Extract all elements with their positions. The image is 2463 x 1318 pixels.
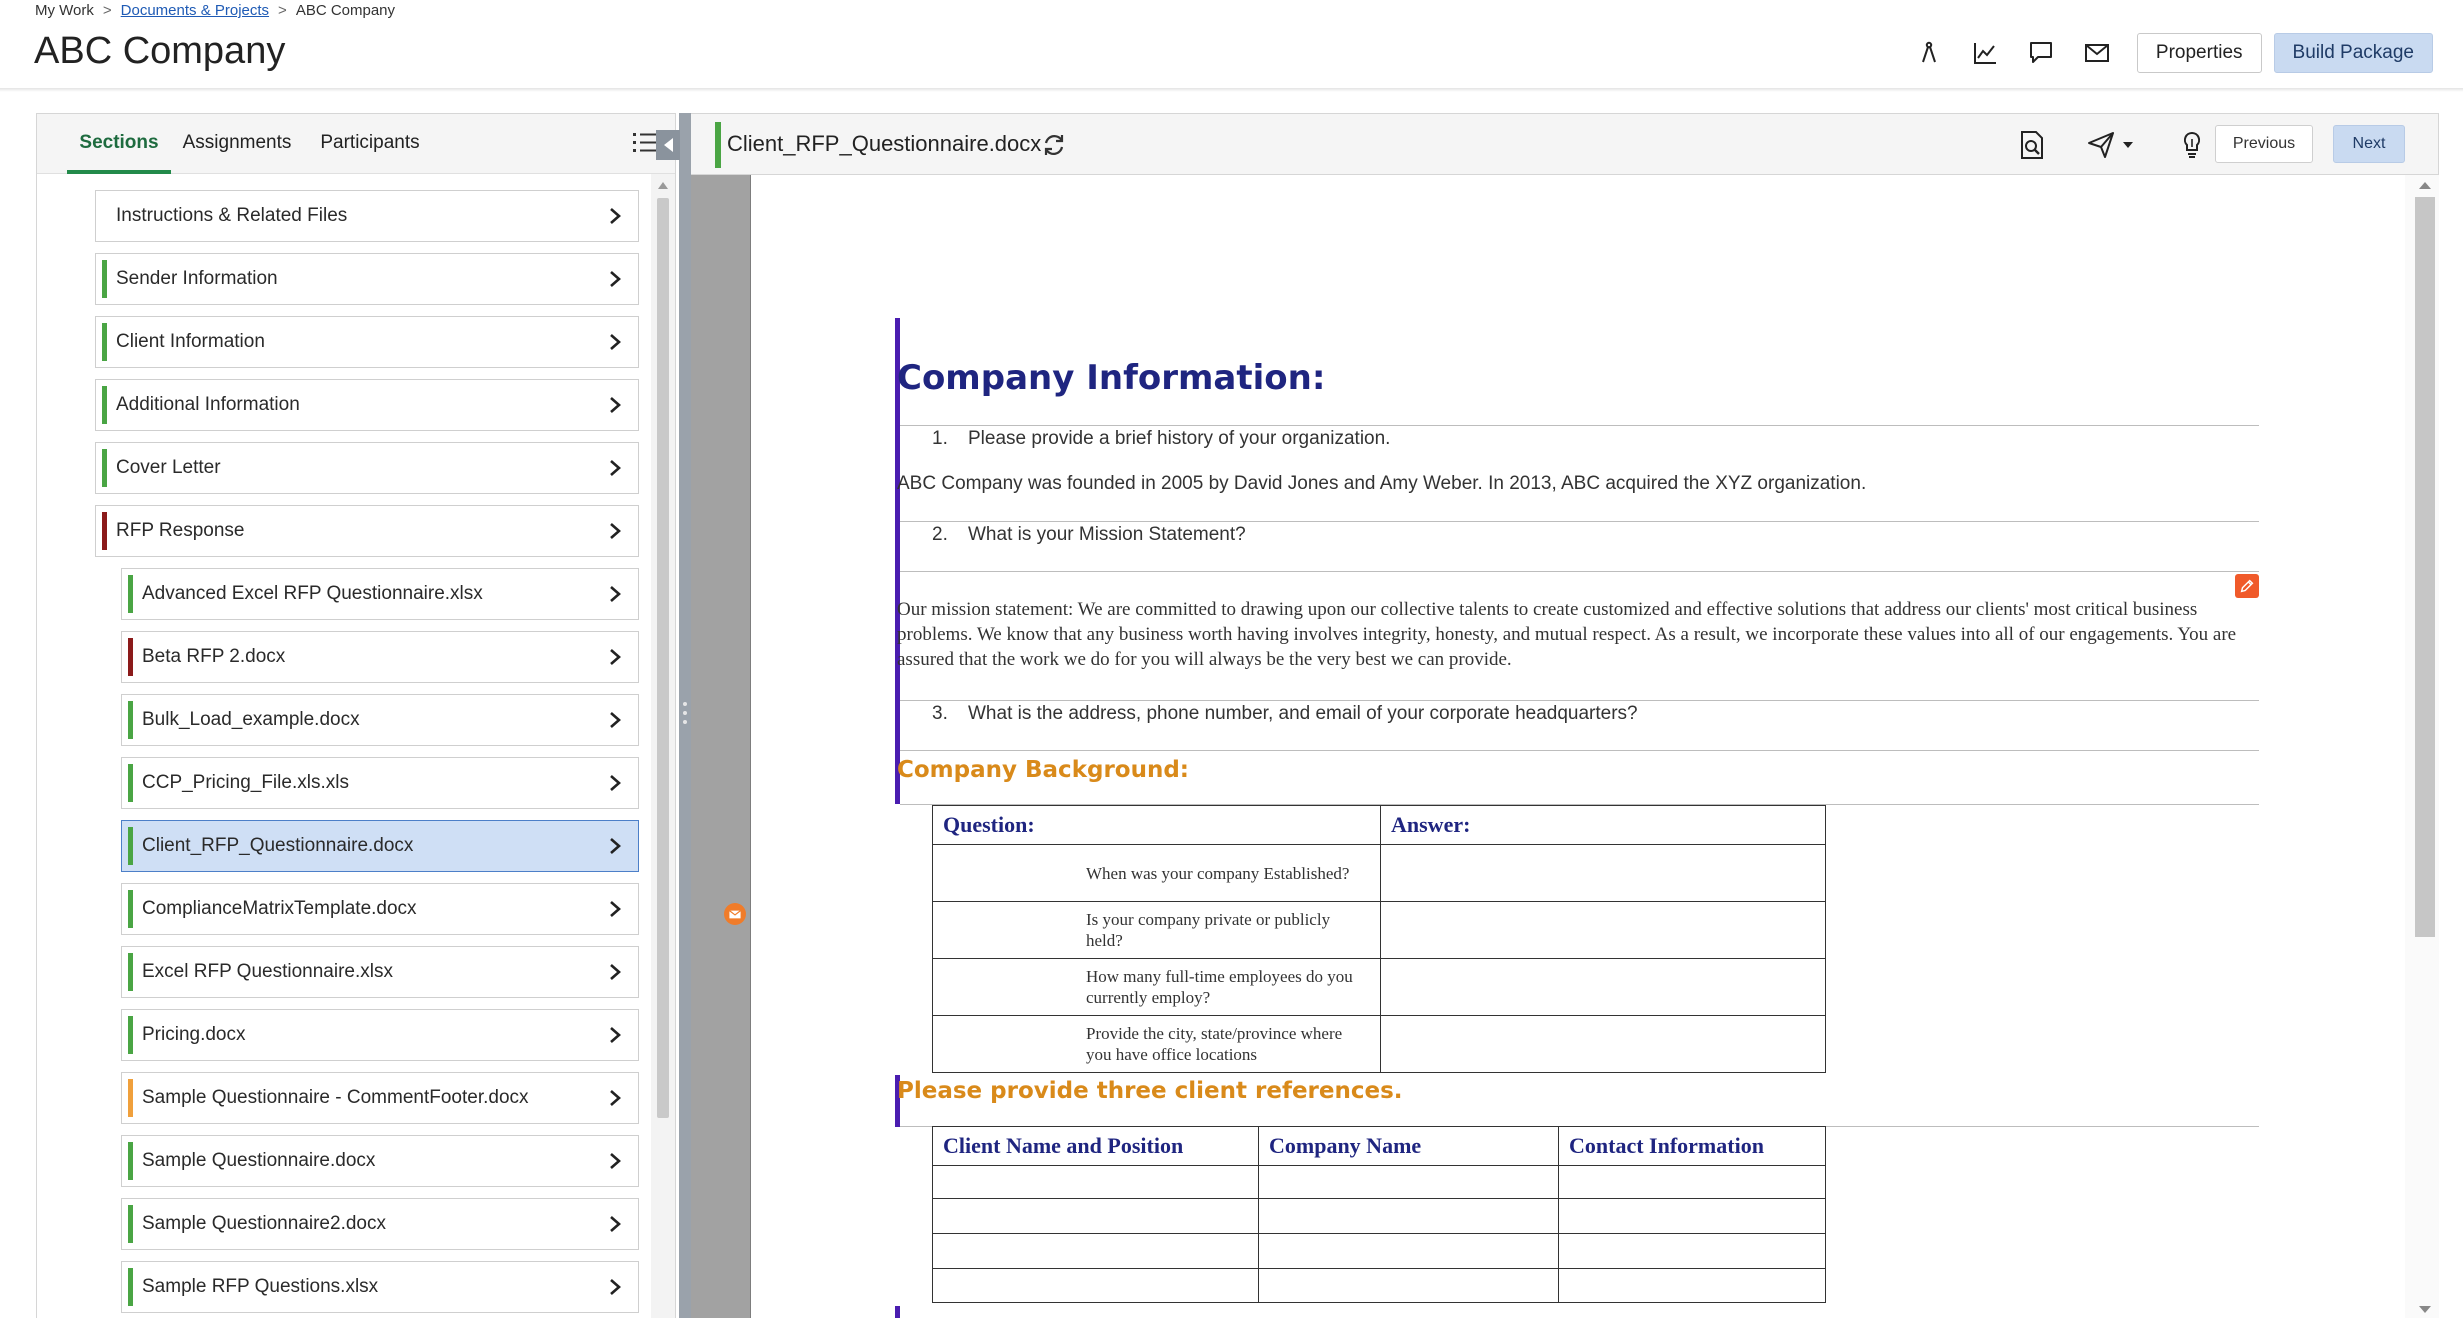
answer-cell[interactable] xyxy=(1381,1016,1826,1073)
answer-1[interactable]: ABC Company was founded in 2005 by David Jones and Amy Weber. In 2013, ABC acquired the XYZ organization. xyxy=(897,473,1867,494)
scroll-up-icon[interactable] xyxy=(2419,182,2431,189)
question-text: What is the address, phone number, and email of your corporate headquarters? xyxy=(968,703,1638,724)
sidebar-item-label: Sample Questionnaire.docx xyxy=(142,1150,376,1171)
comment-marker-icon[interactable] xyxy=(724,903,746,925)
status-bar xyxy=(128,953,133,991)
answer-2[interactable]: Our mission statement: We are committed to drawing upon our collective talents to create customized and effective solutions that address our clients' most critical business problems. We know that any business worth having involves integrity, honesty, and mutual respect. As a result, we incorporate these values into all of our engagements. You are assured that the work we do for you will always be the very best we can provide. xyxy=(897,599,2237,670)
tab-participants[interactable]: Participants xyxy=(320,132,420,153)
table-row xyxy=(933,1016,1826,1073)
table-cell[interactable] xyxy=(1559,1199,1826,1234)
properties-button[interactable]: Properties xyxy=(2137,33,2262,73)
send-icon[interactable] xyxy=(2087,130,2135,160)
sidebar-item[interactable] xyxy=(121,757,639,809)
sidebar-item-label: Sender Information xyxy=(116,268,278,289)
status-bar xyxy=(102,512,107,550)
question-2 xyxy=(932,524,1246,546)
chevron-right-icon xyxy=(606,647,624,667)
breadcrumb-separator: > xyxy=(278,2,287,19)
sidebar-item[interactable] xyxy=(95,379,639,431)
divider xyxy=(900,521,2259,522)
company-information-heading: Company Information: xyxy=(897,358,1326,398)
table-row xyxy=(933,1234,1826,1269)
section-list xyxy=(37,174,651,1318)
sidebar-item-label: Pricing.docx xyxy=(142,1024,246,1045)
breadcrumb-separator: > xyxy=(102,2,112,19)
status-bar xyxy=(128,575,133,613)
mail-icon[interactable] xyxy=(2079,35,2115,71)
section-indicator xyxy=(895,1306,900,1318)
scrollbar-thumb[interactable] xyxy=(657,198,669,1118)
question-text: Please provide a brief history of your organization. xyxy=(968,428,1391,449)
table-cell[interactable] xyxy=(933,1234,1259,1269)
collapse-panel-button[interactable] xyxy=(656,130,680,160)
scroll-up-icon[interactable] xyxy=(658,182,668,189)
breadcrumb-current: ABC Company xyxy=(295,2,396,19)
chevron-right-icon xyxy=(606,521,624,541)
table-row xyxy=(933,902,1826,959)
sidebar-item[interactable] xyxy=(121,568,639,620)
status-bar xyxy=(128,890,133,928)
status-bar xyxy=(102,449,107,487)
sidebar-item[interactable] xyxy=(121,1198,639,1250)
status-bar xyxy=(128,1079,133,1117)
document-toolbar xyxy=(691,113,2439,175)
breadcrumb xyxy=(35,2,395,19)
status-bar xyxy=(128,1268,133,1306)
breadcrumb-documents-projects-link[interactable]: Documents & Projects xyxy=(120,2,270,19)
scrollbar-thumb[interactable] xyxy=(2415,197,2435,937)
previous-button[interactable]: Previous xyxy=(2215,125,2313,163)
table-header-cell: Question: xyxy=(933,806,1381,845)
compass-icon[interactable] xyxy=(1911,35,1947,71)
comment-icon[interactable] xyxy=(2023,35,2059,71)
table-header-cell: Company Name xyxy=(1259,1127,1559,1166)
table-header-cell: Client Name and Position xyxy=(933,1127,1259,1166)
table-row xyxy=(933,959,1826,1016)
sidebar-item-label: CCP_Pricing_File.xls.xls xyxy=(142,772,349,793)
table-cell[interactable] xyxy=(1559,1166,1826,1199)
status-bar xyxy=(128,827,133,865)
question-3 xyxy=(932,703,1638,725)
sections-panel xyxy=(36,113,676,1318)
edit-pencil-icon[interactable] xyxy=(2235,574,2259,598)
chevron-right-icon xyxy=(606,899,624,919)
tab-sections[interactable]: Sections xyxy=(67,114,171,174)
document-scrollbar[interactable] xyxy=(2405,175,2439,1318)
sidebar-item-label: Additional Information xyxy=(116,394,300,415)
panel-tabs xyxy=(37,114,675,174)
sidebar-item[interactable] xyxy=(121,631,639,683)
question-number: 2. xyxy=(932,524,948,545)
chevron-right-icon xyxy=(606,458,624,478)
status-bar xyxy=(128,764,133,802)
table-cell[interactable] xyxy=(1559,1234,1826,1269)
status-bar xyxy=(128,638,133,676)
status-bar xyxy=(128,1205,133,1243)
question-text: What is your Mission Statement? xyxy=(968,524,1246,545)
answer-cell[interactable] xyxy=(1381,902,1826,959)
chart-icon[interactable] xyxy=(1967,35,2003,71)
table-cell[interactable] xyxy=(933,1199,1259,1234)
table-cell[interactable] xyxy=(933,1166,1259,1199)
sidebar-item-label: Excel RFP Questionnaire.xlsx xyxy=(142,961,393,982)
company-background-table xyxy=(932,805,1826,1073)
table-header-cell: Answer: xyxy=(1381,806,1826,845)
question-number: 1. xyxy=(932,428,948,449)
next-button[interactable]: Next xyxy=(2333,125,2405,163)
page-title: ABC Company xyxy=(34,30,286,72)
chevron-right-icon xyxy=(606,206,624,226)
chevron-right-icon xyxy=(606,710,624,730)
status-bar xyxy=(128,1142,133,1180)
sidebar-item-label: Beta RFP 2.docx xyxy=(142,646,286,667)
sidebar-item-label: Sample Questionnaire - CommentFooter.docx xyxy=(142,1087,529,1108)
sidebar-item-label: Client Information xyxy=(116,331,265,352)
table-header-row xyxy=(933,806,1826,845)
scroll-down-icon[interactable] xyxy=(2419,1306,2431,1313)
document-title: Client_RFP_Questionnaire.docx xyxy=(727,131,1042,156)
table-cell[interactable] xyxy=(1559,1269,1826,1303)
sidebar-item-label: Instructions & Related Files xyxy=(116,205,348,226)
sidebar-item-label: Bulk_Load_example.docx xyxy=(142,709,360,730)
client-references-heading: Please provide three client references. xyxy=(897,1078,1403,1104)
table-header-row xyxy=(933,1127,1826,1166)
sidebar-item[interactable] xyxy=(121,820,639,872)
sidebar-item-label: Advanced Excel RFP Questionnaire.xlsx xyxy=(142,583,483,604)
splitter-grip-icon[interactable] xyxy=(683,702,687,724)
table-cell[interactable] xyxy=(1259,1269,1559,1303)
sidebar-item-label: RFP Response xyxy=(116,520,245,541)
header-divider xyxy=(0,88,2463,92)
status-bar xyxy=(102,323,107,361)
status-bar xyxy=(128,1016,133,1054)
chevron-left-icon xyxy=(664,138,673,152)
table-cell[interactable] xyxy=(1259,1199,1559,1234)
document-gutter xyxy=(691,175,751,1318)
sidebar-item[interactable] xyxy=(121,694,639,746)
chevron-right-icon xyxy=(606,1088,624,1108)
chevron-right-icon xyxy=(606,773,624,793)
question-cell: How many full-time employees do you currently employ? xyxy=(933,959,1381,1016)
chevron-right-icon xyxy=(606,1277,624,1297)
chevron-right-icon xyxy=(606,1214,624,1234)
status-bar xyxy=(128,701,133,739)
question-number: 3. xyxy=(932,703,948,724)
chevron-right-icon xyxy=(606,1025,624,1045)
chevron-right-icon xyxy=(606,836,624,856)
status-bar xyxy=(102,260,107,298)
chevron-right-icon xyxy=(606,269,624,289)
divider xyxy=(900,571,2259,572)
answer-cell[interactable] xyxy=(1381,845,1826,902)
divider xyxy=(900,750,2259,751)
client-references-table xyxy=(932,1126,1826,1303)
divider xyxy=(900,425,2259,426)
refresh-icon[interactable] xyxy=(1041,132,1067,158)
sidebar-item[interactable] xyxy=(121,883,639,935)
sidebar-item[interactable] xyxy=(95,253,639,305)
sidebar-item[interactable] xyxy=(121,1261,639,1313)
tab-assignments[interactable]: Assignments xyxy=(182,132,292,153)
sidebar-item[interactable] xyxy=(95,442,639,494)
table-cell[interactable] xyxy=(1259,1166,1559,1199)
table-cell[interactable] xyxy=(933,1269,1259,1303)
status-bar xyxy=(102,386,107,424)
sidebar-item-label: Cover Letter xyxy=(116,457,221,478)
header-toolbar xyxy=(1901,32,2433,74)
question-1 xyxy=(932,428,1390,450)
table-header-cell: Contact Information xyxy=(1559,1127,1826,1166)
lightbulb-icon[interactable] xyxy=(2177,130,2207,160)
chevron-right-icon xyxy=(606,1151,624,1171)
question-cell: Provide the city, state/province where you have office locations xyxy=(933,1016,1381,1073)
section-list-scrollbar[interactable] xyxy=(651,174,675,1318)
sidebar-item[interactable] xyxy=(95,505,639,557)
sidebar-item-label: Client_RFP_Questionnaire.docx xyxy=(142,835,414,856)
answer-cell[interactable] xyxy=(1381,959,1826,1016)
sidebar-item-label: ComplianceMatrixTemplate.docx xyxy=(142,898,417,919)
question-cell: Is your company private or publicly held? xyxy=(933,902,1381,959)
sidebar-item[interactable] xyxy=(121,946,639,998)
sidebar-item[interactable] xyxy=(121,1072,639,1124)
sidebar-item[interactable] xyxy=(95,190,639,242)
table-row xyxy=(933,1166,1826,1199)
table-row xyxy=(933,1269,1826,1303)
company-background-heading: Company Background: xyxy=(897,757,1190,783)
sidebar-item[interactable] xyxy=(121,1009,639,1061)
sidebar-item-label: Sample RFP Questions.xlsx xyxy=(142,1276,379,1297)
chevron-right-icon xyxy=(606,962,624,982)
document-status-marker xyxy=(715,122,721,168)
divider xyxy=(900,700,2259,701)
question-cell: When was your company Established? xyxy=(933,845,1381,902)
build-package-button[interactable]: Build Package xyxy=(2274,33,2433,73)
sidebar-item-label: Sample Questionnaire2.docx xyxy=(142,1213,386,1234)
document-preview-icon[interactable] xyxy=(2017,130,2047,160)
table-cell[interactable] xyxy=(1259,1234,1559,1269)
table-row xyxy=(933,845,1826,902)
chevron-right-icon xyxy=(606,332,624,352)
chevron-right-icon xyxy=(606,584,624,604)
sidebar-item[interactable] xyxy=(95,316,639,368)
sidebar-item[interactable] xyxy=(121,1135,639,1187)
chevron-right-icon xyxy=(606,395,624,415)
breadcrumb-home[interactable]: My Work xyxy=(35,2,94,19)
table-row xyxy=(933,1199,1826,1234)
